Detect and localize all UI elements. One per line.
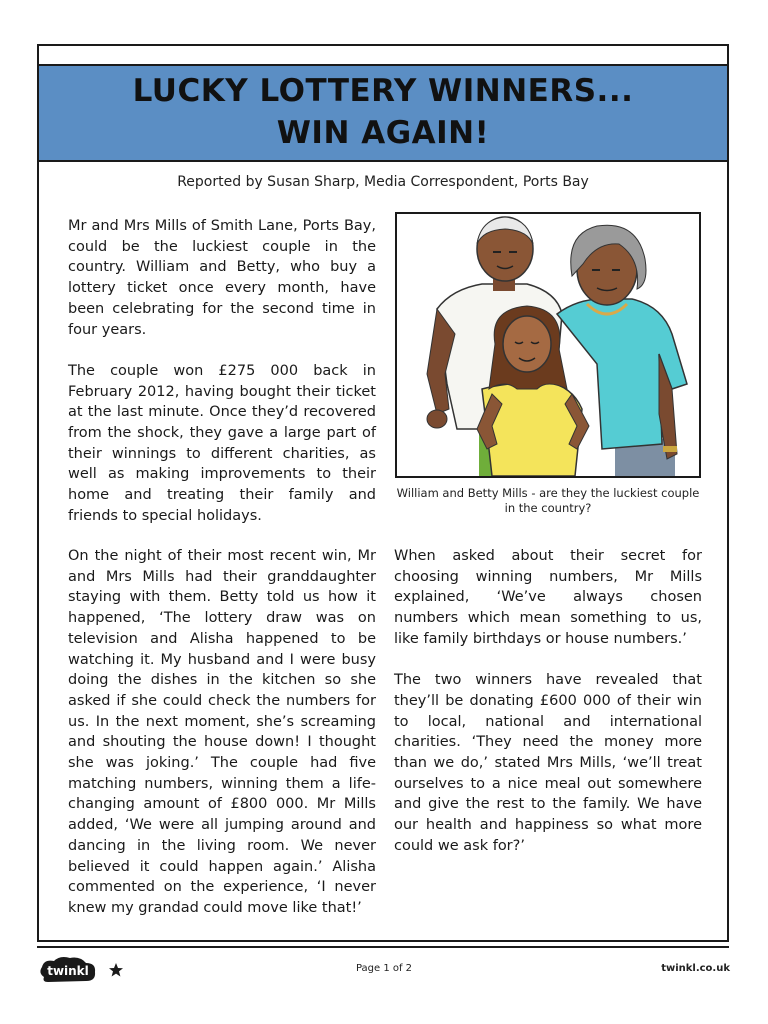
headline-line-1: LUCKY LOTTERY WINNERS... <box>132 73 634 109</box>
logo-text: twinkl <box>47 964 89 978</box>
paragraph-2: The couple won £275 000 back in February 2012, having bought their ticket at the last minute. Once they’d recovered from the shock, they gave a large part of their winnings to different charities, as well as making improvements to their home and treating their family and friends to special holidays. <box>68 362 376 524</box>
family-illustration-svg <box>397 214 699 476</box>
paragraph-1: Mr and Mrs Mills of Smith Lane, Ports Bay, could be the luckiest couple in the country. William and Betty, who buy a lottery ticket once every month, have been celebrating for the second time in four years. <box>68 218 376 338</box>
family-illustration <box>395 212 701 478</box>
article-frame <box>37 44 729 942</box>
byline: Reported by Susan Sharp, Media Correspondent, Ports Bay <box>177 174 589 190</box>
left-column-bottom <box>68 546 376 939</box>
left-column-top <box>68 216 376 547</box>
figure-caption: William and Betty Mills - are they the luckiest couple in the country? <box>396 486 700 515</box>
headline-banner <box>39 64 727 162</box>
paragraph-5: The two winners have revealed that they’ll be donating £600 000 of their win to local, national and international charities. ‘They need the money more than we do,’ stated Mrs Mills, ‘we’ll treat ourselves to a nice meal out somewhere and give the rest to the family. We have our health and happiness so what more could we ask for?’ <box>394 672 702 854</box>
paragraph-3: On the night of their most recent win, Mr and Mrs Mills had their granddaughter staying with them. Betty told us how it happened, ‘The lottery draw was on television and Alisha happened to be watching it. My husband and I were busy doing the dishes in the kitchen so she asked if she could check the numbers for us. In the next moment, she’s screaming and shouting the house down! I thought she was joking.’ The couple had five matching numbers, winning them a life-changing amount of £800 000. Mr Mills added, ‘We were all jumping around and dancing in the living room. We never believed it could happen again.’ Alisha commented on the experience, ‘I never knew my grandad could move like that!’ <box>68 548 376 916</box>
paragraph-4: When asked about their secret for choosing winning numbers, Mr Mills explained, ‘We’ve always chosen numbers which mean something to us, like family birthdays or house numbers.’ <box>394 548 702 647</box>
site-link[interactable]: twinkl.co.uk <box>661 963 730 974</box>
page-number: Page 1 of 2 <box>355 963 413 974</box>
headline-line-2: WIN AGAIN! <box>276 115 490 151</box>
footer-divider <box>37 946 729 948</box>
right-column-bottom <box>394 546 702 877</box>
